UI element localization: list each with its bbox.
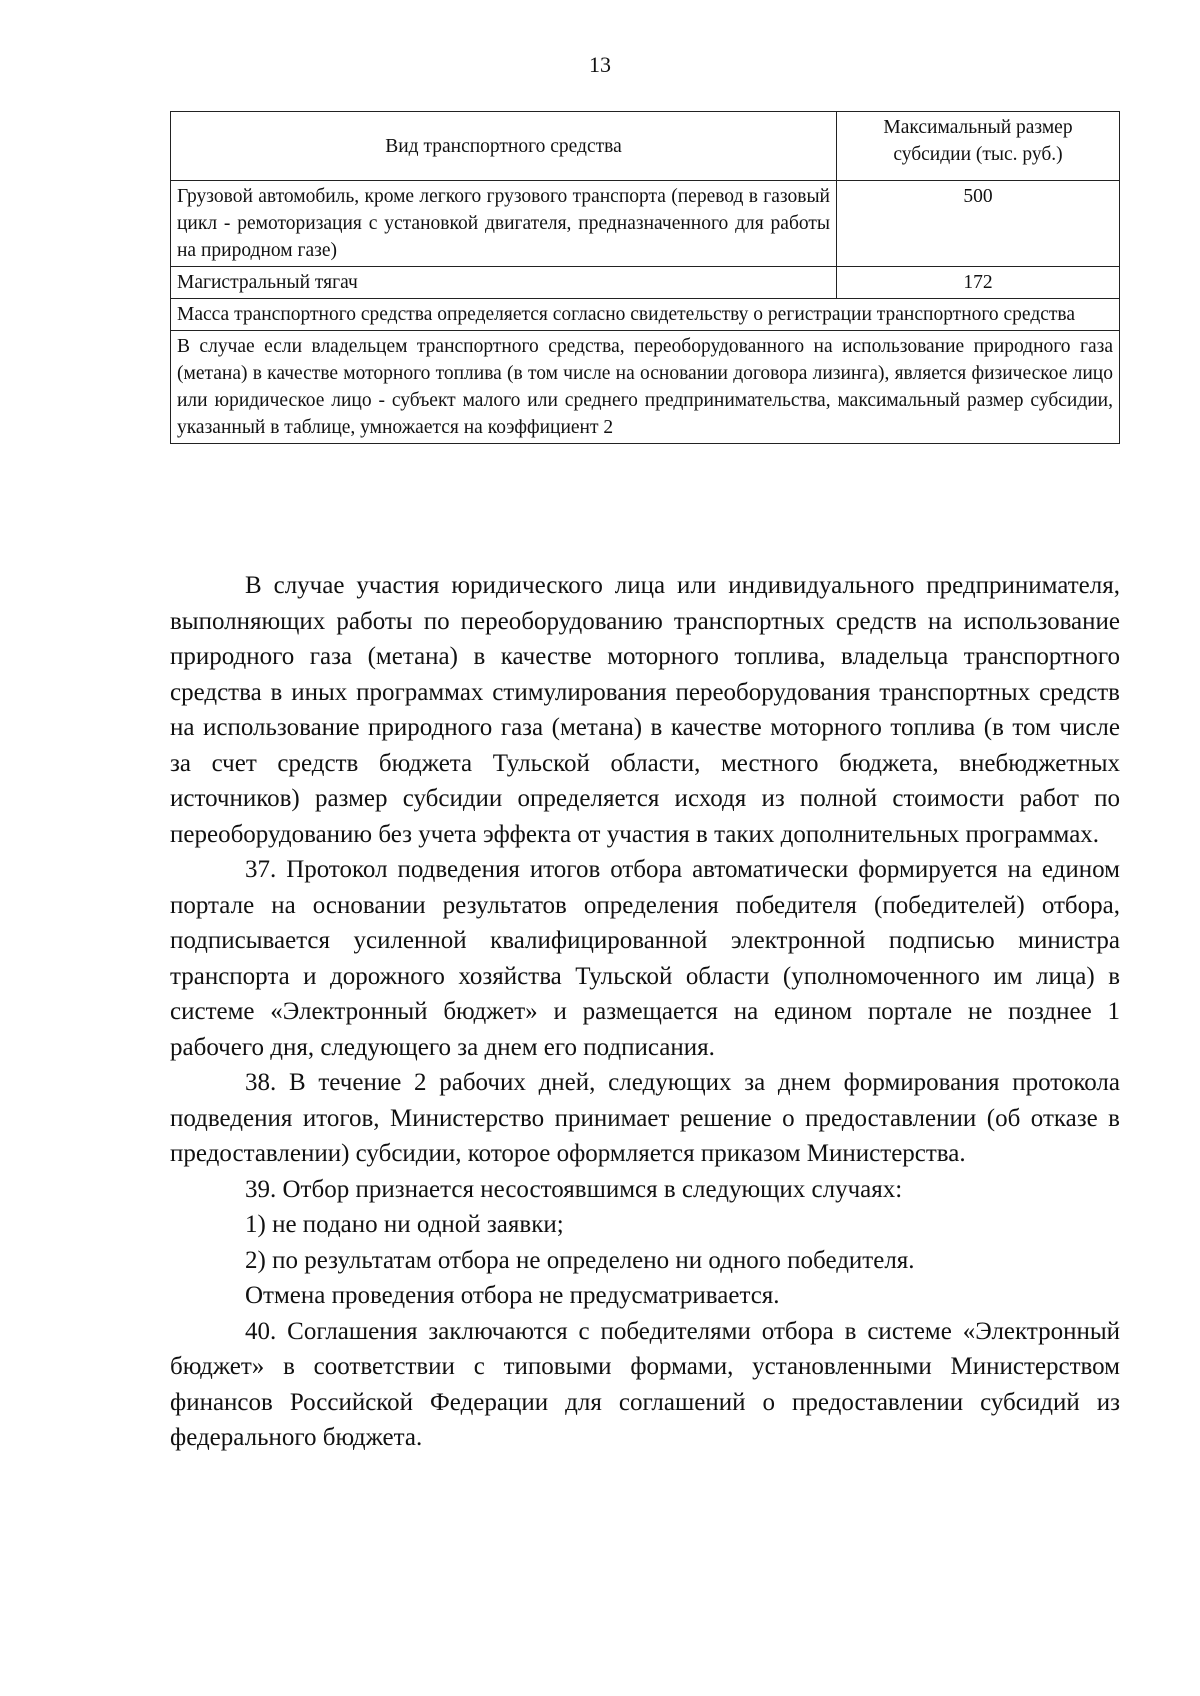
- row-subsidy-value: 500: [837, 181, 1120, 267]
- row-subsidy-value: 172: [837, 267, 1120, 299]
- paragraph-39-cancel: Отмена проведения отбора не предусматривается.: [245, 1282, 780, 1309]
- table-row: [171, 267, 1120, 299]
- table-row: [171, 181, 1120, 267]
- document-body: [170, 568, 1120, 1456]
- table-note-coefficient: В случае если владельцем транспортного средства, переоборудованного на использование природного газа (метана) в качестве моторного топлива (в том числе на основании договора лизинга), является физическое лицо или юридическое лицо - субъект малого или среднего предпринимательства, максимальный размер субсидии, указанный в таблице, умножается на коэффициент 2: [171, 331, 1120, 444]
- paragraph-40: 40. Соглашения заключаются с победителями отбора в системе «Электронный бюджет» в соответствии с типовыми формами, установленными Министерством финансов Российской Федерации для соглашений о предоставлении субсидий из федерального бюджета.: [170, 1317, 1120, 1451]
- paragraph-39: 39. Отбор признается несостоявшимся в следующих случаях:: [245, 1175, 903, 1203]
- row-vehicle-type: Грузовой автомобиль, кроме легкого грузового транспорта (перевод в газовый цикл - ремоторизация с установкой двигателя, предназначенного для работы на природном газе): [171, 181, 837, 267]
- table-header-row: [171, 112, 1120, 181]
- table-note-mass: Масса транспортного средства определяется согласно свидетельству о регистрации транспортного средства: [171, 299, 1120, 331]
- paragraph-participation: В случае участия юридического лица или индивидуального предпринимателя, выполняющих работы по переоборудованию транспортных средств на использование природного газа (метана) в качестве моторного топлива, владельца транспортного средства в иных программах стимулирования переоборудования транспортных средств на использование природного газа (метана) в качестве моторного топлива (в том числе за счет средств бюджета Тульской области, местного бюджета, внебюджетных источников) размер субсидии определяется исходя из полной стоимости работ по переоборудованию без учета эффекта от участия в таких дополнительных программах.: [170, 572, 1120, 848]
- paragraph-37: 37. Протокол подведения итогов отбора автоматически формируется на едином портале на основании результатов определения победителя (победителей) отбора, подписывается усиленной квалифицированной электронной подписью министра транспорта и дорожного хозяйства Тульской области (уполномоченного им лица) в системе «Электронный бюджет» и размещается на едином портале не позднее 1 рабочего дня, следующего за днем его подписания.: [170, 856, 1120, 1061]
- table-note-row: [171, 299, 1120, 331]
- header-max-subsidy: Максимальный размер субсидии (тыс. руб.): [837, 112, 1120, 181]
- paragraph-39-item-2: 2) по результатам отбора не определено ни одного победителя.: [245, 1246, 915, 1274]
- paragraph-39-item-1: 1) не подано ни одной заявки;: [245, 1211, 564, 1238]
- page-number: 13: [589, 52, 611, 77]
- row-vehicle-type: Магистральный тягач: [171, 267, 837, 299]
- table-note-row: [171, 331, 1120, 444]
- header-vehicle-type: Вид транспортного средства: [171, 112, 837, 181]
- subsidy-table: [170, 111, 1120, 444]
- paragraph-38: 38. В течение 2 рабочих дней, следующих за днем формирования протокола подведения итогов, Министерство принимает решение о предоставлении (об отказе в предоставлении) субсидии, которое оформляется приказом Министерства.: [170, 1069, 1120, 1167]
